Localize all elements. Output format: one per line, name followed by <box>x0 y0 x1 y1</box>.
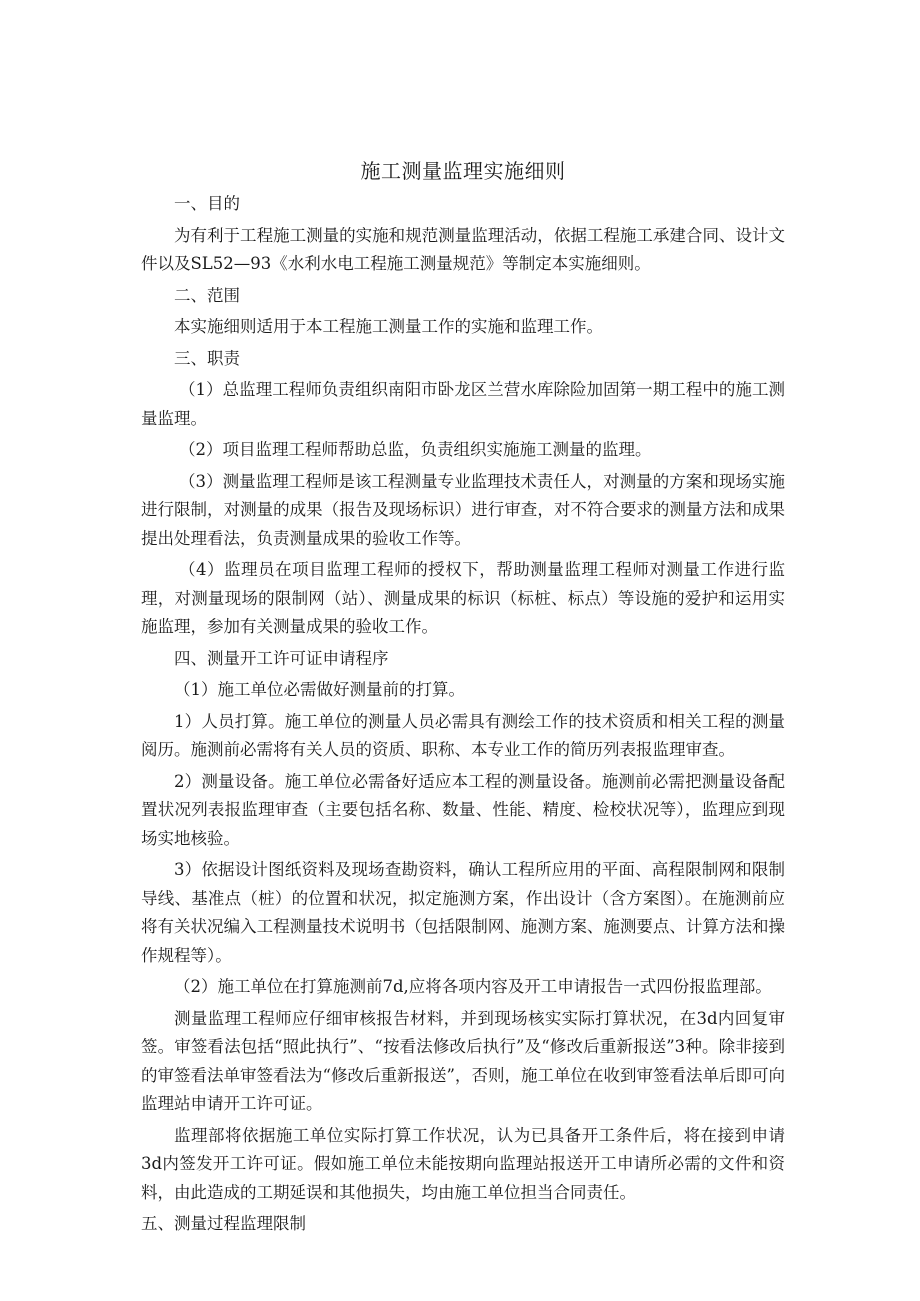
section-heading-permit-procedure: 四、测量开工许可证申请程序 <box>174 648 389 668</box>
section-heading-process-control: 五、测量过程监理限制 <box>141 1214 306 1233</box>
section-heading-scope: 二、范围 <box>174 285 240 305</box>
paragraph: 2）测量设备。施工单位必需备好适应本工程的测量设备。施测前必需把测量设备配置状况列表报监理审查（主要包括名称、数量、性能、精度、检校状况等），监理应到现场实地核验。 <box>141 771 785 848</box>
section-heading-responsibilities: 三、职责 <box>174 348 240 368</box>
paragraph: 本实施细则适用于本工程施工测量工作的实施和监理工作。 <box>174 317 603 336</box>
paragraph: 测量监理工程师应仔细审核报告材料，并到现场核实实际打算状况，在3d内回复审签。审签看法包括“照此执行”、“按看法修改后执行”及“修改后重新报送”3种。除非接到的审签看法单审签看法为“修改后重新报送”，否则，施工单位在收到审签看法单后即可向监理站申请开工许可证。 <box>141 1008 785 1113</box>
paragraph: （2）施工单位在打算施测前7d,应将各项内容及开工申请报告一式四份报监理部。 <box>174 977 772 996</box>
paragraph: （2）项目监理工程师帮助总监，负责组织实施施工测量的监理。 <box>179 440 652 459</box>
section-heading-purpose: 一、目的 <box>174 194 240 213</box>
paragraph: 监理部将依据施工单位实际打算工作状况，认为已具备开工条件后，将在接到申请3d内签发开工许可证。假如施工单位未能按期向监理站报送开工申请所必需的文件和资料，由此造成的工期延误和其他损失，均由施工单位担当合同责任。 <box>141 1125 785 1202</box>
document-page <box>141 150 785 1242</box>
paragraph: 为有利于工程施工测量的实施和规范测量监理活动，依据工程施工承建合同、设计文件以及SL52—93《水利水电工程施工测量规范》等制定本实施细则。 <box>141 225 785 273</box>
paragraph: （1）施工单位必需做好测量前的打算。 <box>174 680 465 699</box>
paragraph: 3）依据设计图纸资料及现场查勘资料，确认工程所应用的平面、高程限制网和限制导线、基准点（桩）的位置和状况，拟定施测方案，作出设计（含方案图）。在施测前应将有关状况编入工程测量技术说明书（包括限制网、施测方案、施测要点、计算方法和操作规程等）。 <box>141 860 785 965</box>
document-title: 施工测量监理实施细则 <box>360 159 566 183</box>
paragraph: （3）测量监理工程师是该工程测量专业监理技术责任人，对测量的方案和现场实施进行限制，对测量的成果（报告及现场标识）进行审查，对不符合要求的测量方法和成果提出处理看法，负责测量成果的验收工作等。 <box>141 471 785 548</box>
paragraph: （1）总监理工程师负责组织南阳市卧龙区兰营水库除险加固第一期工程中的施工测量监理。 <box>141 380 785 428</box>
paragraph: 1）人员打算。施工单位的测量人员必需具有测绘工作的技术资质和相关工程的测量阅历。施测前必需将有关人员的资质、职称、本专业工作的简历列表报监理审查。 <box>141 711 785 759</box>
paragraph: （4）监理员在项目监理工程师的授权下，帮助测量监理工程师对测量工作进行监理，对测量现场的限制网（站）、测量成果的标识（标桩、标点）等设施的爱护和运用实施监理，参加有关测量成果的验收工作。 <box>141 560 785 636</box>
